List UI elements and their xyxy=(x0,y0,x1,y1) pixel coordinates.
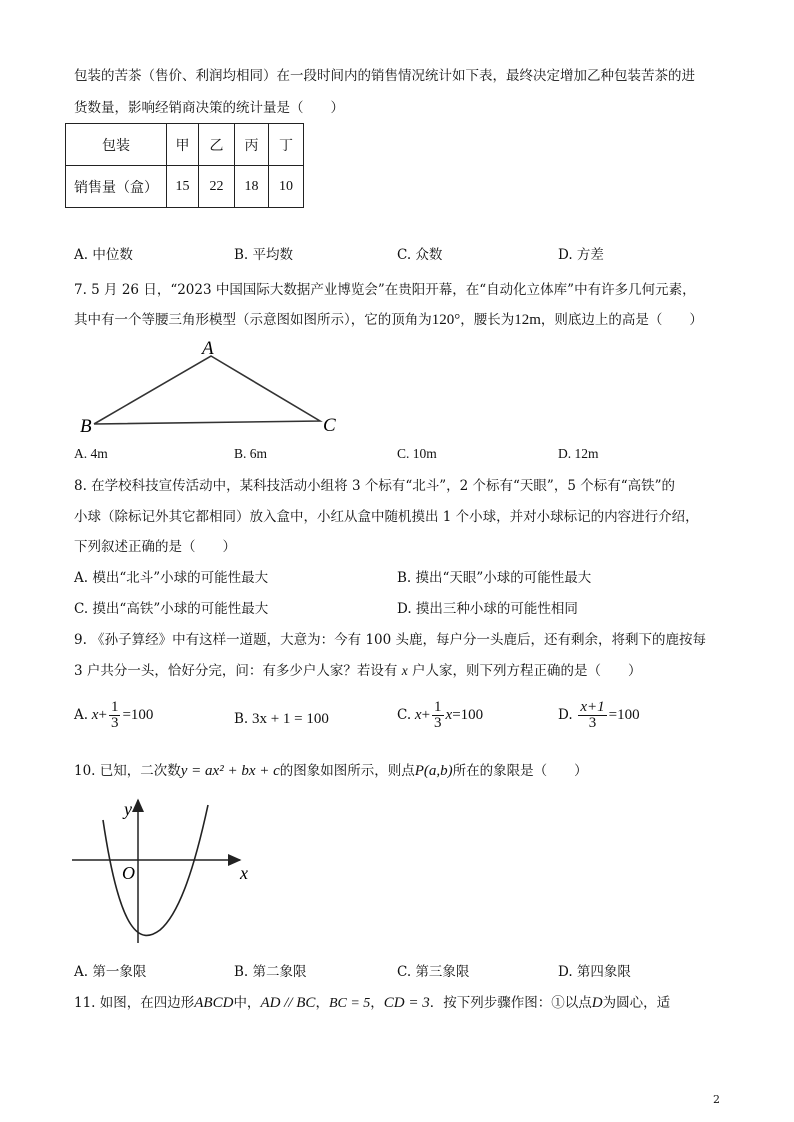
q11-text-part: ， xyxy=(315,995,329,1011)
table-header-cell: 丙 xyxy=(235,124,269,166)
q8-option-b[interactable]: B. 摸出“天眼”小球的可能性最大 xyxy=(397,570,592,586)
q11-cd: CD = 3 xyxy=(383,995,430,1011)
math-rhs: =100 xyxy=(452,706,484,723)
q8-option-c[interactable]: C. 摸出“高铁”小球的可能性最大 xyxy=(74,601,269,617)
q10-point: P(a,b) xyxy=(414,763,453,779)
option-label: A. xyxy=(74,706,89,723)
q6-text-line1: 包装的苦茶（售价、利润均相同）在一段时间内的销售情况统计如下表，最终决定增加乙种包装苦茶的进 xyxy=(74,68,695,84)
q10-text-part: 的图象如图所示，则点 xyxy=(279,763,415,779)
q11-text-part: 为圆心，适 xyxy=(602,995,671,1011)
q9-text: 户人家，则下列方程正确的是（ ） xyxy=(411,663,642,679)
math-var: x xyxy=(414,706,422,723)
table-cell: 15 xyxy=(167,166,199,208)
q9-text-line2 xyxy=(74,661,641,681)
table-row xyxy=(66,166,304,208)
fraction xyxy=(432,700,444,731)
isosceles-triangle-figure xyxy=(74,334,354,438)
math-expression: 3x + 1 = 100 xyxy=(251,711,329,727)
math-rhs: =100 xyxy=(608,706,640,723)
q10-option-c[interactable]: C. 第三象限 xyxy=(397,964,470,980)
math-op: + xyxy=(98,706,107,723)
q6-option-d[interactable]: D. 方差 xyxy=(558,247,604,263)
table-row-label: 销售量（盒） xyxy=(66,166,167,208)
math-op: + xyxy=(421,706,431,723)
q9-text-line1: 9. 《孙子算经》中有这样一道题，大意为：今有 100 头鹿，每户分一头鹿后，还有剩余，将剩下的鹿按每 xyxy=(74,632,707,648)
fraction-numerator: 1 xyxy=(434,699,442,715)
table-header-cell: 甲 xyxy=(167,124,199,166)
q11-text xyxy=(74,993,670,1014)
sales-table xyxy=(65,123,304,208)
q10-option-d[interactable]: D. 第四象限 xyxy=(558,964,631,980)
vertex-label-c: C xyxy=(323,415,336,436)
q11-text-part: 中， xyxy=(233,995,261,1011)
q9-text: 3 户共分一头，恰好分完，问：有多少户人家？若设有 xyxy=(74,663,398,679)
table-cell: 18 xyxy=(235,166,269,208)
q9-option-a[interactable] xyxy=(74,700,153,731)
parabola-graph xyxy=(70,795,260,955)
q7-text: ，则底边上的高是（ ） xyxy=(540,312,703,328)
table-header-cell: 丁 xyxy=(269,124,304,166)
q6-option-c[interactable]: C. 众数 xyxy=(397,247,443,263)
q6-option-a[interactable]: A. 中位数 xyxy=(74,247,133,263)
q8-option-d[interactable]: D. 摸出三种小球的可能性相同 xyxy=(397,601,578,617)
origin-label: O xyxy=(122,863,135,883)
q11-point-d: D xyxy=(591,995,603,1011)
q9-option-d[interactable] xyxy=(558,700,640,731)
q7-length: 12m xyxy=(514,312,541,328)
q8-text-line1: 8. 在学校科技宣传活动中，某科技活动小组将 3 个标有“北斗”，2 个标有“天眼”，5 个标有“高铁”的 xyxy=(74,478,676,494)
q11-bc: BC = 5 xyxy=(328,996,371,1011)
q7-option-a[interactable]: A. 4m xyxy=(74,446,108,461)
q10-text xyxy=(74,761,588,781)
q10-option-a[interactable]: A. 第一象限 xyxy=(74,964,147,980)
q7-text: ，腰长为 xyxy=(460,312,515,328)
fraction-numerator: 1 xyxy=(110,699,119,715)
q10-option-b[interactable]: B. 第二象限 xyxy=(234,964,307,980)
q7-text-line2 xyxy=(74,310,703,330)
q7-angle: 120° xyxy=(431,312,461,328)
vertex-label-a: A xyxy=(202,338,214,359)
q8-text-line2: 小球（除标记外其它都相同）放入盒中，小红从盒中随机摸出 1 个小球，并对小球标记的内容进行介绍， xyxy=(74,509,699,525)
q6-text-line2: 货数量，影响经销商决策的统计量是（ ） xyxy=(74,100,344,116)
triangle-outline xyxy=(94,356,320,424)
vertex-label-b: B xyxy=(80,416,92,437)
fraction-denominator: 3 xyxy=(434,715,442,731)
q8-text-line3: 下列叙述正确的是（ ） xyxy=(74,539,236,555)
q6-option-b[interactable]: B. 平均数 xyxy=(234,247,294,263)
q11-parallel: AD // BC xyxy=(260,995,316,1011)
q8-option-a[interactable]: A. 模出“北斗”小球的可能性最大 xyxy=(74,570,269,586)
table-cell: 10 xyxy=(269,166,304,208)
q11-text-part: ．按下列步骤作图：①以点 xyxy=(429,995,592,1011)
math-rhs: =100 xyxy=(122,706,154,723)
fraction xyxy=(578,700,606,731)
q9-option-c[interactable] xyxy=(397,700,483,731)
q11-shape: ABCD xyxy=(194,995,234,1011)
q10-text-part: 10. 已知，二次数 xyxy=(74,763,181,779)
fraction-denominator: 3 xyxy=(110,715,119,731)
q9-variable: x xyxy=(401,663,408,678)
q9-option-b[interactable] xyxy=(234,709,329,729)
q7-text: 其中有一个等腰三角形模型（示意图如图所示），它的顶角为 xyxy=(74,312,432,328)
math-var: x xyxy=(91,706,99,723)
parabola-curve xyxy=(103,805,208,935)
q11-text-part: ， xyxy=(370,995,384,1011)
q7-option-b[interactable]: B. 6m xyxy=(234,446,268,461)
q10-text-part: 所在的象限是（ ） xyxy=(452,763,588,779)
table-cell: 22 xyxy=(199,166,235,208)
table-header-row xyxy=(66,124,304,166)
option-label: D. xyxy=(558,706,573,723)
q10-function: y = ax² + bx + c xyxy=(180,763,280,779)
option-label: C. xyxy=(397,706,412,723)
table-header-cell: 包装 xyxy=(66,124,167,166)
math-var: x xyxy=(445,706,453,723)
q7-text-line1: 7. 5 月 26 日，“2023 中国国际大数据产业博览会”在贵阳开幕，在“自动化立体库”中有许多几何元素， xyxy=(74,282,696,298)
fraction xyxy=(109,700,121,731)
q7-option-c[interactable]: C. 10m xyxy=(397,446,437,461)
q7-option-d[interactable]: D. 12m xyxy=(558,446,599,461)
page-number: 2 xyxy=(713,1093,720,1106)
q11-text-part: 11. 如图，在四边形 xyxy=(74,995,195,1011)
x-axis-label: x xyxy=(240,863,248,883)
fraction-numerator: x+1 xyxy=(580,699,605,715)
y-axis-label: y xyxy=(124,799,132,819)
table-header-cell: 乙 xyxy=(199,124,235,166)
fraction-denominator: 3 xyxy=(588,715,597,731)
option-label: B. xyxy=(234,711,249,727)
